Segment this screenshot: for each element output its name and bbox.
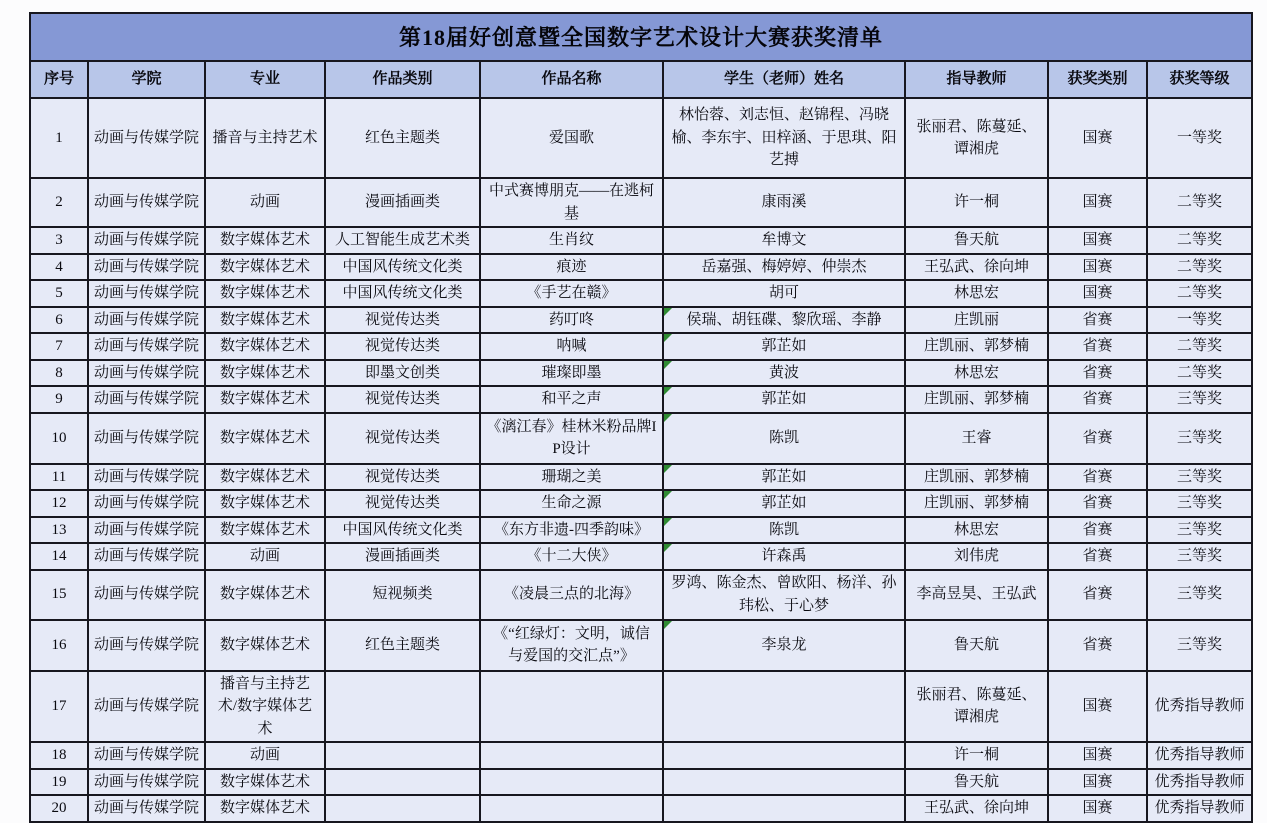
award-table	[29, 12, 1253, 823]
cell-student-names: 郭芷如	[663, 386, 905, 413]
cell-work-title: 璀璨即墨	[480, 360, 663, 387]
comment-flag-icon	[664, 518, 672, 526]
col-header-work-title: 作品名称	[480, 61, 663, 98]
cell-college: 动画与传媒学院	[88, 517, 205, 544]
row-number: 2	[30, 178, 88, 227]
cell-advisors: 鲁天航	[905, 227, 1048, 254]
cell-work-title	[480, 671, 663, 743]
cell-award-level: 二等奖	[1147, 254, 1252, 281]
cell-college: 动画与传媒学院	[88, 333, 205, 360]
cell-advisors: 许一桐	[905, 742, 1048, 769]
cell-award-level: 一等奖	[1147, 307, 1252, 334]
comment-flag-icon	[664, 387, 672, 395]
cell-college: 动画与传媒学院	[88, 227, 205, 254]
col-header-award-type: 获奖类别	[1048, 61, 1147, 98]
cell-award-level: 三等奖	[1147, 570, 1252, 620]
cell-advisors: 庄凯丽、郭梦楠	[905, 333, 1048, 360]
row-number: 4	[30, 254, 88, 281]
cell-college: 动画与传媒学院	[88, 769, 205, 796]
cell-college: 动画与传媒学院	[88, 543, 205, 570]
row-number: 18	[30, 742, 88, 769]
cell-student-names: 胡可	[663, 280, 905, 307]
table-row	[30, 671, 1252, 743]
cell-work-title: 和平之声	[480, 386, 663, 413]
row-number: 5	[30, 280, 88, 307]
cell-student-names	[663, 671, 905, 743]
cell-award-level: 二等奖	[1147, 333, 1252, 360]
comment-flag-icon	[664, 334, 672, 342]
cell-work-title: 《东方非遗-四季韵味》	[480, 517, 663, 544]
cell-advisors: 王弘武、徐向坤	[905, 795, 1048, 822]
cell-category: 人工智能生成艺术类	[325, 227, 480, 254]
row-number: 17	[30, 671, 88, 743]
cell-award-level: 一等奖	[1147, 98, 1252, 178]
cell-work-title: 药叮咚	[480, 307, 663, 334]
cell-advisors: 张丽君、陈蔓延、谭湘虎	[905, 98, 1048, 178]
cell-category	[325, 742, 480, 769]
cell-work-title: 《“红绿灯：文明，诚信与爱国的交汇点”》	[480, 620, 663, 671]
cell-advisors: 李高昱昊、王弘武	[905, 570, 1048, 620]
cell-major: 数字媒体艺术	[205, 464, 325, 491]
cell-advisors: 庄凯丽、郭梦楠	[905, 490, 1048, 517]
cell-category	[325, 671, 480, 743]
cell-category	[325, 795, 480, 822]
row-number: 19	[30, 769, 88, 796]
cell-award-level: 三等奖	[1147, 517, 1252, 544]
cell-major: 数字媒体艺术	[205, 254, 325, 281]
cell-award-type: 省赛	[1048, 570, 1147, 620]
cell-award-level: 优秀指导教师	[1147, 769, 1252, 796]
table-row	[30, 742, 1252, 769]
cell-award-type: 省赛	[1048, 517, 1147, 544]
cell-category: 红色主题类	[325, 620, 480, 671]
cell-award-type: 国赛	[1048, 227, 1147, 254]
cell-award-level: 三等奖	[1147, 620, 1252, 671]
col-header-college: 学院	[88, 61, 205, 98]
table-row	[30, 333, 1252, 360]
cell-student-names: 许森禹	[663, 543, 905, 570]
cell-major: 数字媒体艺术	[205, 769, 325, 796]
cell-work-title: 中式赛博朋克——在逃柯基	[480, 178, 663, 227]
cell-award-level: 二等奖	[1147, 227, 1252, 254]
cell-college: 动画与传媒学院	[88, 464, 205, 491]
cell-work-title: 呐喊	[480, 333, 663, 360]
cell-work-title: 生命之源	[480, 490, 663, 517]
cell-college: 动画与传媒学院	[88, 620, 205, 671]
row-number: 8	[30, 360, 88, 387]
cell-award-type: 省赛	[1048, 543, 1147, 570]
cell-advisors: 林思宏	[905, 360, 1048, 387]
cell-advisors: 张丽君、陈蔓延、谭湘虎	[905, 671, 1048, 743]
cell-student-names: 罗鸿、陈金杰、曾欧阳、杨洋、孙玮松、于心梦	[663, 570, 905, 620]
cell-award-type: 国赛	[1048, 280, 1147, 307]
cell-student-names: 牟博文	[663, 227, 905, 254]
comment-flag-icon	[664, 361, 672, 369]
cell-work-title: 《手艺在赣》	[480, 280, 663, 307]
cell-student-names: 康雨溪	[663, 178, 905, 227]
cell-award-level: 优秀指导教师	[1147, 671, 1252, 743]
cell-student-names: 黄波	[663, 360, 905, 387]
cell-college: 动画与传媒学院	[88, 254, 205, 281]
table-row	[30, 464, 1252, 491]
cell-award-type: 省赛	[1048, 333, 1147, 360]
cell-award-level: 三等奖	[1147, 490, 1252, 517]
table-row	[30, 360, 1252, 387]
cell-category: 短视频类	[325, 570, 480, 620]
row-number: 11	[30, 464, 88, 491]
cell-advisors: 庄凯丽、郭梦楠	[905, 386, 1048, 413]
cell-advisors: 庄凯丽	[905, 307, 1048, 334]
cell-major: 数字媒体艺术	[205, 280, 325, 307]
cell-college: 动画与传媒学院	[88, 490, 205, 517]
cell-award-type: 省赛	[1048, 413, 1147, 464]
cell-award-type: 省赛	[1048, 386, 1147, 413]
cell-major: 数字媒体艺术	[205, 307, 325, 334]
comment-flag-icon	[664, 308, 672, 316]
cell-category: 漫画插画类	[325, 543, 480, 570]
cell-college: 动画与传媒学院	[88, 307, 205, 334]
cell-major: 数字媒体艺术	[205, 517, 325, 544]
cell-student-names: 林怡蓉、刘志恒、赵锦程、冯晓榆、李东宇、田梓涵、于思琪、阳艺搏	[663, 98, 905, 178]
cell-advisors: 林思宏	[905, 280, 1048, 307]
cell-category: 视觉传达类	[325, 307, 480, 334]
col-header-category: 作品类别	[325, 61, 480, 98]
cell-work-title	[480, 795, 663, 822]
cell-student-names: 郭芷如	[663, 333, 905, 360]
row-number: 12	[30, 490, 88, 517]
comment-flag-icon	[664, 491, 672, 499]
cell-college: 动画与传媒学院	[88, 360, 205, 387]
cell-category: 视觉传达类	[325, 464, 480, 491]
cell-award-type: 省赛	[1048, 307, 1147, 334]
cell-award-type: 国赛	[1048, 98, 1147, 178]
cell-award-level: 二等奖	[1147, 360, 1252, 387]
cell-award-type: 省赛	[1048, 360, 1147, 387]
table-row	[30, 490, 1252, 517]
cell-category: 视觉传达类	[325, 333, 480, 360]
cell-major: 动画	[205, 742, 325, 769]
cell-major: 数字媒体艺术	[205, 333, 325, 360]
cell-advisors: 林思宏	[905, 517, 1048, 544]
cell-major: 数字媒体艺术	[205, 795, 325, 822]
cell-college: 动画与传媒学院	[88, 570, 205, 620]
table-row	[30, 307, 1252, 334]
row-number: 9	[30, 386, 88, 413]
table-row	[30, 254, 1252, 281]
cell-major: 数字媒体艺术	[205, 413, 325, 464]
cell-student-names: 陈凯	[663, 517, 905, 544]
cell-award-level: 二等奖	[1147, 280, 1252, 307]
cell-award-type: 国赛	[1048, 254, 1147, 281]
cell-college: 动画与传媒学院	[88, 280, 205, 307]
cell-advisors: 庄凯丽、郭梦楠	[905, 464, 1048, 491]
cell-advisors: 王睿	[905, 413, 1048, 464]
col-header-advisors: 指导教师	[905, 61, 1048, 98]
table-row	[30, 386, 1252, 413]
table-row	[30, 227, 1252, 254]
cell-college: 动画与传媒学院	[88, 98, 205, 178]
table-row	[30, 280, 1252, 307]
col-header-student-names: 学生（老师）姓名	[663, 61, 905, 98]
cell-work-title: 爱国歌	[480, 98, 663, 178]
cell-category: 视觉传达类	[325, 386, 480, 413]
header-row	[30, 61, 1252, 98]
col-header-major: 专业	[205, 61, 325, 98]
col-header-no: 序号	[30, 61, 88, 98]
row-number: 14	[30, 543, 88, 570]
cell-category: 漫画插画类	[325, 178, 480, 227]
row-number: 20	[30, 795, 88, 822]
cell-major: 数字媒体艺术	[205, 386, 325, 413]
cell-college: 动画与传媒学院	[88, 742, 205, 769]
comment-flag-icon	[664, 621, 672, 629]
row-number: 3	[30, 227, 88, 254]
cell-category: 视觉传达类	[325, 490, 480, 517]
cell-major: 动画	[205, 543, 325, 570]
cell-award-type: 国赛	[1048, 795, 1147, 822]
cell-advisors: 许一桐	[905, 178, 1048, 227]
table-row	[30, 620, 1252, 671]
cell-award-type: 省赛	[1048, 464, 1147, 491]
cell-category: 红色主题类	[325, 98, 480, 178]
table-row	[30, 178, 1252, 227]
row-number: 15	[30, 570, 88, 620]
cell-advisors: 鲁天航	[905, 620, 1048, 671]
cell-student-names: 岳嘉强、梅婷婷、仲崇杰	[663, 254, 905, 281]
comment-flag-icon	[664, 465, 672, 473]
cell-work-title: 生肖纹	[480, 227, 663, 254]
cell-category: 中国风传统文化类	[325, 280, 480, 307]
cell-award-level: 优秀指导教师	[1147, 795, 1252, 822]
table-row	[30, 517, 1252, 544]
cell-award-type: 国赛	[1048, 671, 1147, 743]
table-row	[30, 543, 1252, 570]
cell-category: 即墨文创类	[325, 360, 480, 387]
cell-student-names: 李泉龙	[663, 620, 905, 671]
comment-flag-icon	[664, 414, 672, 422]
cell-category: 中国风传统文化类	[325, 254, 480, 281]
cell-award-level: 三等奖	[1147, 386, 1252, 413]
cell-college: 动画与传媒学院	[88, 178, 205, 227]
cell-major: 动画	[205, 178, 325, 227]
cell-work-title: 《漓江春》桂林米粉品牌IP设计	[480, 413, 663, 464]
cell-award-type: 省赛	[1048, 620, 1147, 671]
cell-major: 数字媒体艺术	[205, 490, 325, 517]
table-row	[30, 795, 1252, 822]
cell-student-names: 郭芷如	[663, 464, 905, 491]
cell-student-names: 郭芷如	[663, 490, 905, 517]
cell-work-title: 珊瑚之美	[480, 464, 663, 491]
cell-category: 中国风传统文化类	[325, 517, 480, 544]
cell-award-type: 国赛	[1048, 769, 1147, 796]
cell-award-type: 国赛	[1048, 178, 1147, 227]
table-row	[30, 570, 1252, 620]
cell-major: 数字媒体艺术	[205, 620, 325, 671]
table-title: 第18届好创意暨全国数字艺术设计大赛获奖清单	[30, 13, 1252, 61]
cell-category	[325, 769, 480, 796]
table-row	[30, 413, 1252, 464]
cell-award-level: 三等奖	[1147, 413, 1252, 464]
cell-major: 数字媒体艺术	[205, 570, 325, 620]
title-row	[30, 13, 1252, 61]
row-number: 13	[30, 517, 88, 544]
cell-advisors: 刘伟虎	[905, 543, 1048, 570]
cell-award-level: 优秀指导教师	[1147, 742, 1252, 769]
cell-work-title: 痕迹	[480, 254, 663, 281]
row-number: 6	[30, 307, 88, 334]
cell-award-type: 省赛	[1048, 490, 1147, 517]
cell-student-names	[663, 742, 905, 769]
table-body	[30, 98, 1252, 822]
row-number: 1	[30, 98, 88, 178]
cell-award-level: 三等奖	[1147, 464, 1252, 491]
cell-award-level: 三等奖	[1147, 543, 1252, 570]
cell-advisors: 鲁天航	[905, 769, 1048, 796]
cell-college: 动画与传媒学院	[88, 795, 205, 822]
cell-student-names	[663, 769, 905, 796]
comment-flag-icon	[664, 544, 672, 552]
table-row	[30, 769, 1252, 796]
row-number: 10	[30, 413, 88, 464]
col-header-award-level: 获奖等级	[1147, 61, 1252, 98]
cell-work-title	[480, 742, 663, 769]
cell-work-title	[480, 769, 663, 796]
row-number: 7	[30, 333, 88, 360]
cell-work-title: 《凌晨三点的北海》	[480, 570, 663, 620]
cell-student-names: 侯瑞、胡钰碟、黎欣瑶、李静	[663, 307, 905, 334]
cell-award-level: 二等奖	[1147, 178, 1252, 227]
cell-award-type: 国赛	[1048, 742, 1147, 769]
cell-college: 动画与传媒学院	[88, 671, 205, 743]
cell-major: 数字媒体艺术	[205, 360, 325, 387]
cell-major: 数字媒体艺术	[205, 227, 325, 254]
cell-work-title: 《十二大侠》	[480, 543, 663, 570]
cell-advisors: 王弘武、徐向坤	[905, 254, 1048, 281]
cell-student-names: 陈凯	[663, 413, 905, 464]
row-number: 16	[30, 620, 88, 671]
cell-major: 播音与主持艺术	[205, 98, 325, 178]
cell-college: 动画与传媒学院	[88, 386, 205, 413]
cell-category: 视觉传达类	[325, 413, 480, 464]
table-row	[30, 98, 1252, 178]
cell-major: 播音与主持艺术/数字媒体艺术	[205, 671, 325, 743]
cell-student-names	[663, 795, 905, 822]
cell-college: 动画与传媒学院	[88, 413, 205, 464]
